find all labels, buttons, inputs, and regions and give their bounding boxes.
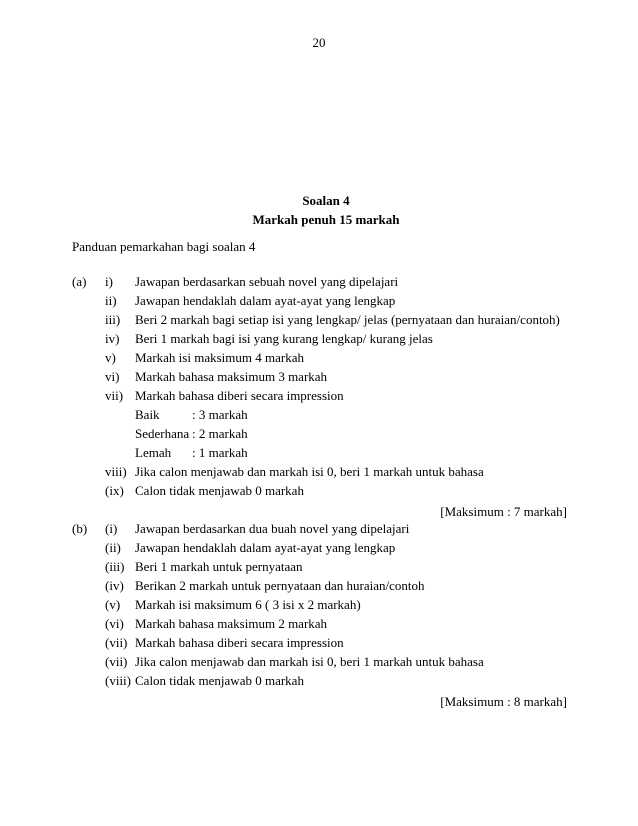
section-b — [72, 519, 567, 711]
item-text: Jawapan berdasarkan dua buah novel yang dipelajari — [135, 521, 410, 536]
item-text: Jawapan hendaklah dalam ayat-ayat yang lengkap — [135, 540, 396, 555]
item-number: (iv) — [105, 578, 124, 593]
maximum-marks-a: [Maksimum : 7 markah] — [440, 504, 567, 519]
list-item — [72, 614, 567, 633]
grade-row — [72, 424, 567, 443]
question-title: Soalan 4 — [302, 193, 350, 208]
item-number: v) — [105, 350, 116, 365]
item-number: (v) — [105, 597, 121, 612]
list-item — [72, 348, 567, 367]
item-text: Markah isi maksimum 4 markah — [135, 350, 304, 365]
item-text: Markah bahasa maksimum 3 markah — [135, 369, 328, 384]
list-item — [72, 291, 567, 310]
full-marks-heading: Markah penuh 15 markah — [252, 212, 400, 227]
item-number: (viii) — [105, 673, 131, 688]
grade-name: Lemah — [135, 445, 172, 460]
grade-value: : 2 markah — [192, 426, 248, 441]
item-number: (iii) — [105, 559, 125, 574]
item-number: (vi) — [105, 616, 124, 631]
item-number: vi) — [105, 369, 120, 384]
grade-name: Sederhana — [135, 426, 190, 441]
list-item — [72, 329, 567, 348]
grade-name: Baik — [135, 407, 160, 422]
item-number: (ii) — [105, 540, 121, 555]
grade-row — [72, 443, 567, 462]
item-text: Calon tidak menjawab 0 markah — [135, 483, 304, 498]
item-text: Beri 2 markah bagi setiap isi yang lengkap/ jelas (pernyataan dan huraian/contoh) — [135, 312, 560, 327]
list-item — [72, 652, 567, 671]
grade-row — [72, 405, 567, 424]
marking-guide-intro: Panduan pemarkahan bagi soalan 4 — [72, 239, 256, 254]
item-number: (ix) — [105, 483, 124, 498]
grade-value: : 3 markah — [192, 407, 248, 422]
list-item — [72, 367, 567, 386]
item-number: vii) — [105, 388, 124, 403]
page-number: 20 — [312, 35, 326, 50]
item-text: Jawapan hendaklah dalam ayat-ayat yang lengkap — [135, 293, 396, 308]
maximum-marks-b: [Maksimum : 8 markah] — [440, 694, 567, 709]
item-text: Markah isi maksimum 6 ( 3 isi x 2 markah) — [135, 597, 361, 612]
item-text: Beri 1 markah untuk pernyataan — [135, 559, 303, 574]
item-number: ii) — [105, 293, 117, 308]
list-item — [72, 671, 567, 690]
item-number: (i) — [105, 521, 118, 536]
item-number: viii) — [105, 464, 127, 479]
item-text: Jawapan berdasarkan sebuah novel yang dipelajari — [135, 274, 399, 289]
list-item — [72, 538, 567, 557]
list-item — [72, 595, 567, 614]
item-text: Markah bahasa diberi secara impression — [135, 388, 344, 403]
list-item — [72, 386, 567, 405]
item-text: Markah bahasa maksimum 2 markah — [135, 616, 328, 631]
grade-value: : 1 markah — [192, 445, 248, 460]
list-item — [72, 576, 567, 595]
item-number: i) — [105, 274, 113, 289]
list-item — [72, 462, 567, 481]
item-number: (vii) — [105, 635, 128, 650]
section-a — [72, 272, 567, 521]
item-text: Jika calon menjawab dan markah isi 0, beri 1 markah untuk bahasa — [135, 654, 484, 669]
item-text: Markah bahasa diberi secara impression — [135, 635, 344, 650]
list-item — [72, 633, 567, 652]
list-item — [72, 272, 567, 291]
item-text: Calon tidak menjawab 0 markah — [135, 673, 304, 688]
item-text: Beri 1 markah bagi isi yang kurang lengkap/ kurang jelas — [135, 331, 433, 346]
item-number: iii) — [105, 312, 121, 327]
list-item — [72, 481, 567, 500]
item-number: iv) — [105, 331, 120, 346]
list-item — [72, 557, 567, 576]
item-number: (vii) — [105, 654, 128, 669]
list-item — [72, 519, 567, 538]
section-label: (a) — [72, 274, 87, 289]
list-item — [72, 310, 567, 329]
item-text: Jika calon menjawab dan markah isi 0, beri 1 markah untuk bahasa — [135, 464, 484, 479]
item-text: Berikan 2 markah untuk pernyataan dan huraian/contoh — [135, 578, 425, 593]
section-label: (b) — [72, 521, 88, 536]
